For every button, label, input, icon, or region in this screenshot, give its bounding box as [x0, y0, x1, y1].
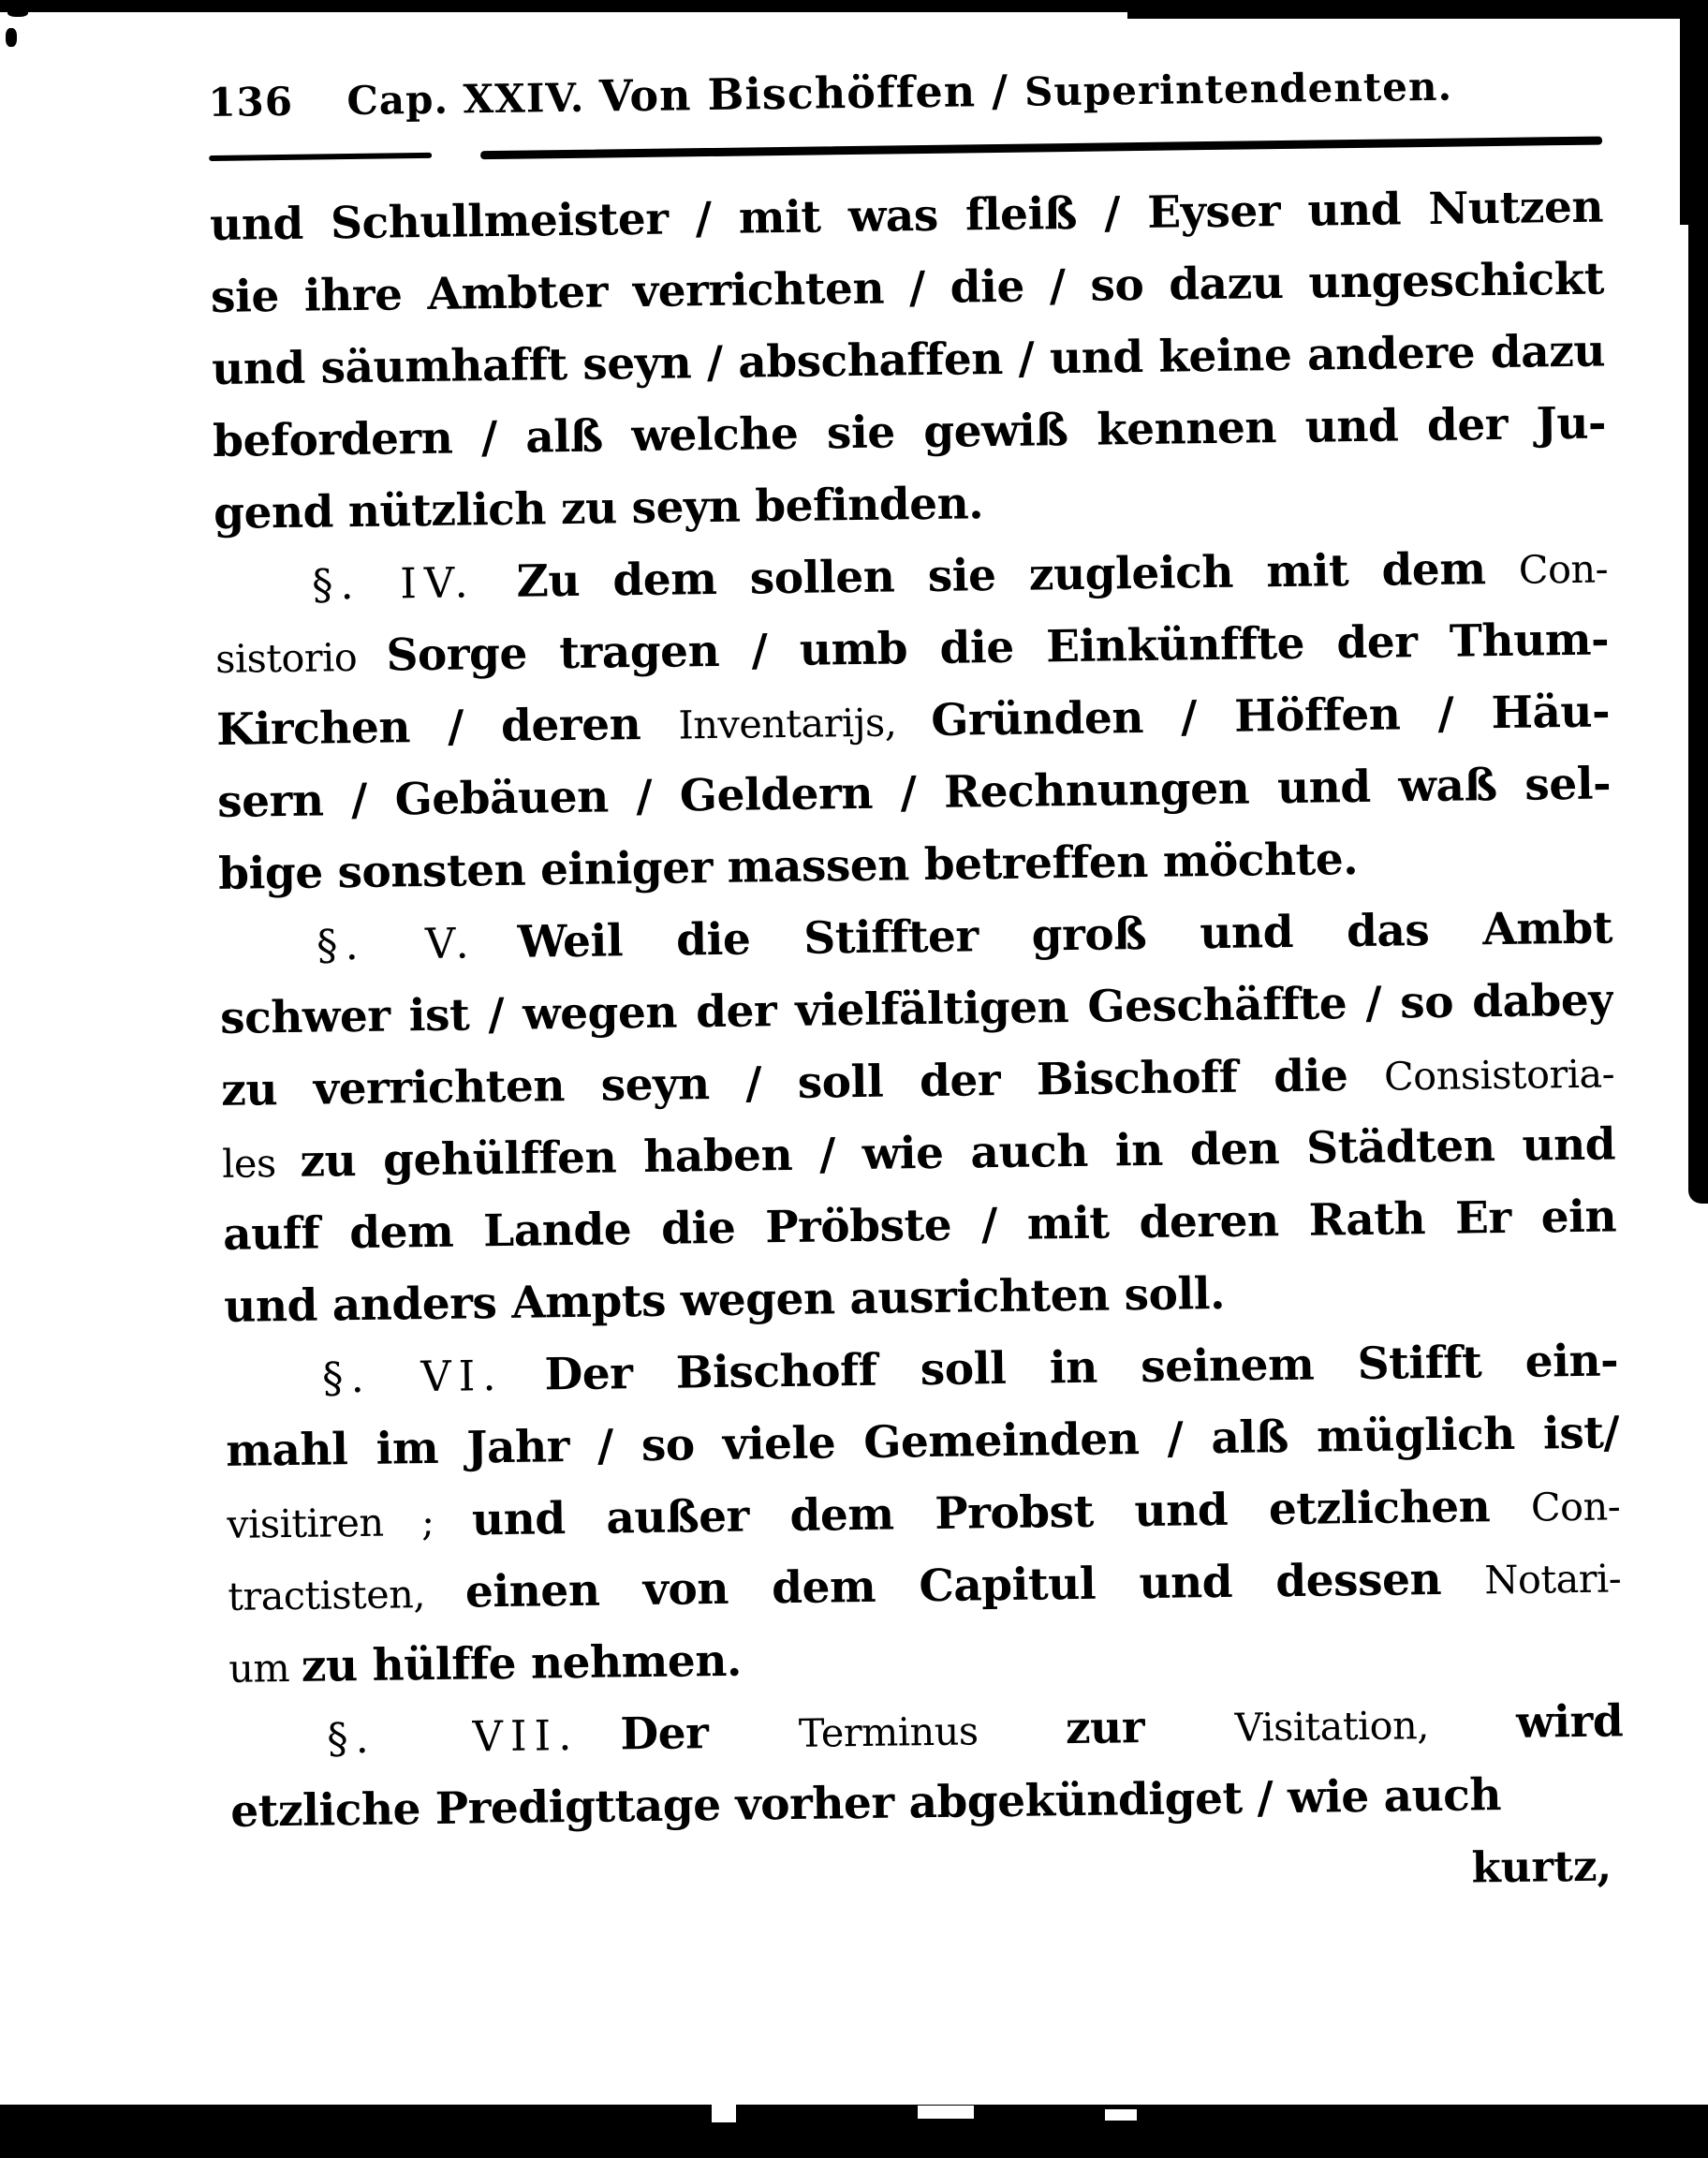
text-segment: Inventarijs, [678, 699, 932, 748]
text-segment: schwer ist / wegen der vielfältigen Geschäffte / so dabey [219, 974, 1614, 1044]
paragraph [219, 892, 1618, 1342]
text-segment: wird [1515, 1695, 1624, 1749]
paragraph [225, 1324, 1623, 1703]
text-segment: und Schullmeister / mit was fleiß / Eyser und Nutzen [209, 181, 1604, 251]
paragraph [229, 1685, 1625, 1847]
text-segment: Consistoria- [1383, 1051, 1615, 1100]
text-segment: gend nützlich zu seyn befinden. [213, 478, 984, 540]
text-segment: zu verrichten seyn / soll der Bischoff die [220, 1049, 1385, 1116]
text-segment: Superintendenten. [1023, 63, 1453, 115]
header-rule-long [480, 136, 1602, 159]
text-segment: tractisten, [227, 1571, 466, 1619]
section-label: §. V. [316, 919, 477, 970]
text-segment: und außer dem Probst und etzlichen [471, 1480, 1532, 1546]
text-segment: Der [620, 1706, 800, 1761]
section-label: §. IV. [311, 558, 476, 610]
text-segment: einen von dem Capitul und dessen [464, 1553, 1485, 1618]
scan-speck [6, 28, 17, 47]
text-segment: mahl im Jahr / so viele Gemeinden / alß müglich ist/ [225, 1407, 1620, 1477]
text-segment: sie ihre Ambter verrichten / die / so dazu ungeschickt [210, 253, 1605, 323]
text-segment: zur [1065, 1700, 1236, 1755]
page-header [208, 57, 1602, 129]
text-segment: etzliche Predigttage vorher abgekündiget / wie auch [229, 1769, 1502, 1838]
text-segment: Con- [1530, 1484, 1621, 1530]
text-segment: visitiren ; [226, 1499, 473, 1547]
text-segment: Gründen / Höffen / Häu- [930, 686, 1611, 746]
text-segment: Notari- [1483, 1556, 1622, 1604]
text-segment: und anders Ampts wegen ausrichten soll. [223, 1267, 1226, 1333]
text-segment: Weil die Stiffter groß und das Ambt [517, 902, 1613, 968]
scan-border-top-right [1127, 0, 1708, 19]
text-segment: auff dem Lande die Pröbste / mit deren Rath Er ein [222, 1190, 1617, 1261]
paragraph [210, 171, 1608, 550]
text-segment: Zu dem sollen sie zugleich mit dem [516, 542, 1520, 608]
page-number: 136 [208, 78, 294, 126]
scan-border-bottom [0, 2105, 1708, 2158]
text-segment: Terminus [798, 1707, 1067, 1756]
text-segment: und säumhafft seyn / abschaffen / und keine andere dazu [211, 325, 1606, 395]
text-segment: bige sonsten einiger massen betreffen möchte. [217, 833, 1359, 900]
section-label: §. VII. [326, 1710, 580, 1764]
header-rule-short [209, 153, 432, 161]
page-header-title [346, 59, 1452, 127]
catchword: kurtz, [1471, 1840, 1612, 1893]
page-body [210, 171, 1625, 1848]
text-segment: Cap. XXIV. [346, 74, 600, 125]
paragraph [214, 531, 1612, 909]
header-rule [209, 136, 1602, 163]
text-segment: sistorio [214, 634, 387, 682]
scan-notch [712, 2102, 736, 2122]
text-segment: Von Bischöffen / [598, 65, 1025, 122]
text-segment: Kirchen / deren [215, 698, 679, 756]
text-segment: Visitation, [1234, 1701, 1517, 1751]
page-content [208, 57, 1626, 1917]
text-segment: zu hülffe nehmen. [301, 1634, 743, 1692]
text-segment: um [228, 1645, 302, 1692]
text-segment: Con- [1518, 546, 1609, 593]
scan-speck [7, 7, 28, 17]
scan-notch [1105, 2109, 1137, 2121]
text-segment: Der Bischoff soll in seinem Stifft ein- [544, 1335, 1619, 1401]
text-segment: befordern / alß welche sie gewiß kennen und der Ju- [212, 397, 1607, 467]
text-segment: sern / Gebäuen / Geldern / Rechnungen und waß sel- [216, 758, 1612, 828]
text-segment: les [221, 1140, 301, 1187]
section-label: §. VI. [321, 1351, 504, 1403]
text-segment: zu gehülffen haben / wie auch in den Städten und [300, 1118, 1616, 1188]
text-segment: Sorge tragen / umb die Einkünffte der Thum- [386, 613, 1610, 682]
scan-border-right-thick [1680, 0, 1708, 225]
scan-notch [918, 2106, 974, 2119]
